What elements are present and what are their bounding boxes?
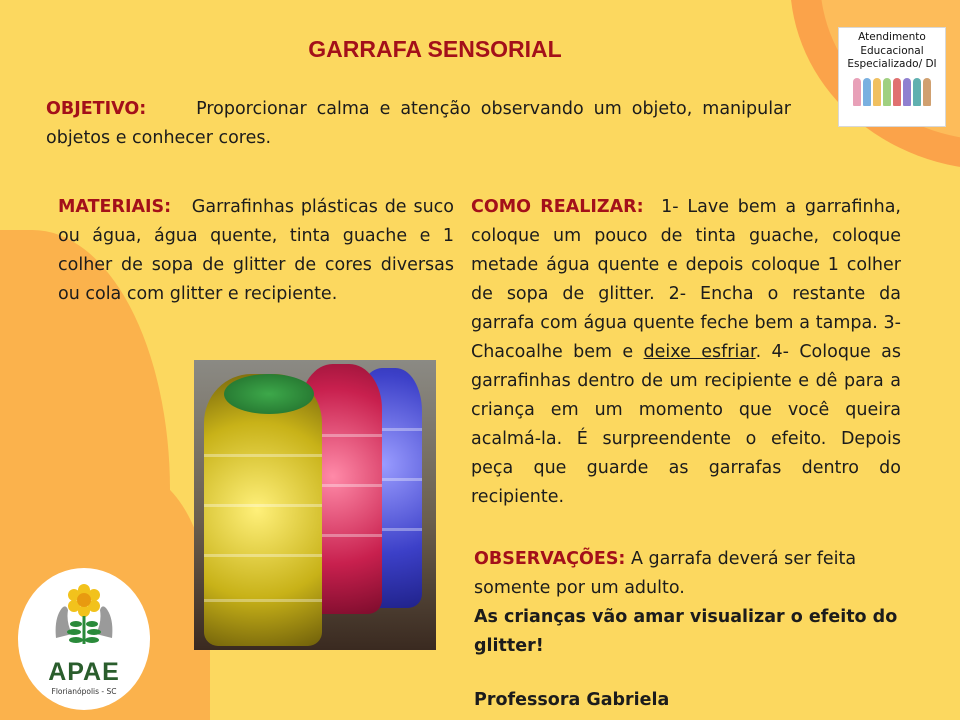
apae-logo-city: Florianópolis - SC bbox=[51, 687, 117, 696]
teacher-signature: Professora Gabriela bbox=[474, 690, 670, 710]
aee-logo bbox=[838, 27, 946, 127]
como-realizar-underlined-text: deixe esfriar bbox=[643, 342, 756, 362]
page-title: GARRAFA SENSORIAL bbox=[308, 36, 562, 62]
objetivo-section bbox=[46, 95, 791, 153]
aee-logo-text bbox=[839, 31, 945, 72]
apae-flower-hands-icon bbox=[52, 578, 116, 650]
como-realizar-text-continued: . 4- Coloque as garrafinhas dentro de um recipiente e dê para a criança em um momento que você queira acalmá-la. É surpreendente o efeito. Depois peça que guarde as garrafas dentro do recipiente. bbox=[471, 342, 901, 507]
observacoes-section bbox=[474, 545, 904, 661]
aee-logo-line3: Especializado/ DI bbox=[847, 58, 937, 70]
children-illustration bbox=[839, 78, 945, 106]
observacoes-label: OBSERVAÇÕES: bbox=[474, 549, 626, 569]
como-realizar-section bbox=[471, 193, 901, 512]
aee-logo-line2: Educacional bbox=[860, 44, 924, 57]
yellow-glitter-bottle bbox=[204, 374, 322, 646]
observacoes-bold-text: As crianças vão amar visualizar o efeito do glitter! bbox=[474, 607, 898, 656]
como-realizar-text: 1- Lave bem a garrafinha, coloque um pouco de tinta guache, coloque metade água quente e depois coloque 1 colher de sopa de glitter. 2- Encha o restante da garrafa com água quente feche bem a tampa. 3- Chacoalhe bem e bbox=[471, 197, 901, 362]
apae-logo bbox=[18, 568, 150, 710]
aee-logo-line1: Atendimento bbox=[858, 31, 926, 43]
observacoes-text: A garrafa deverá ser feita somente por um adulto. bbox=[474, 549, 857, 598]
materiais-text: Garrafinhas plásticas de suco ou água, água quente, tinta guache e 1 colher de sopa de glitter de cores diversas ou cola com glitter e recipiente. bbox=[58, 197, 454, 304]
apae-logo-name: APAE bbox=[48, 658, 120, 686]
objetivo-label: OBJETIVO: bbox=[46, 99, 147, 119]
sensory-bottles-photo bbox=[194, 360, 436, 650]
objetivo-text: Proporcionar calma e atenção observando um objeto, manipular objetos e conhecer cores. bbox=[46, 99, 791, 148]
como-realizar-label: COMO REALIZAR: bbox=[471, 197, 644, 217]
materiais-label: MATERIAIS: bbox=[58, 197, 172, 217]
materiais-section bbox=[58, 193, 454, 309]
